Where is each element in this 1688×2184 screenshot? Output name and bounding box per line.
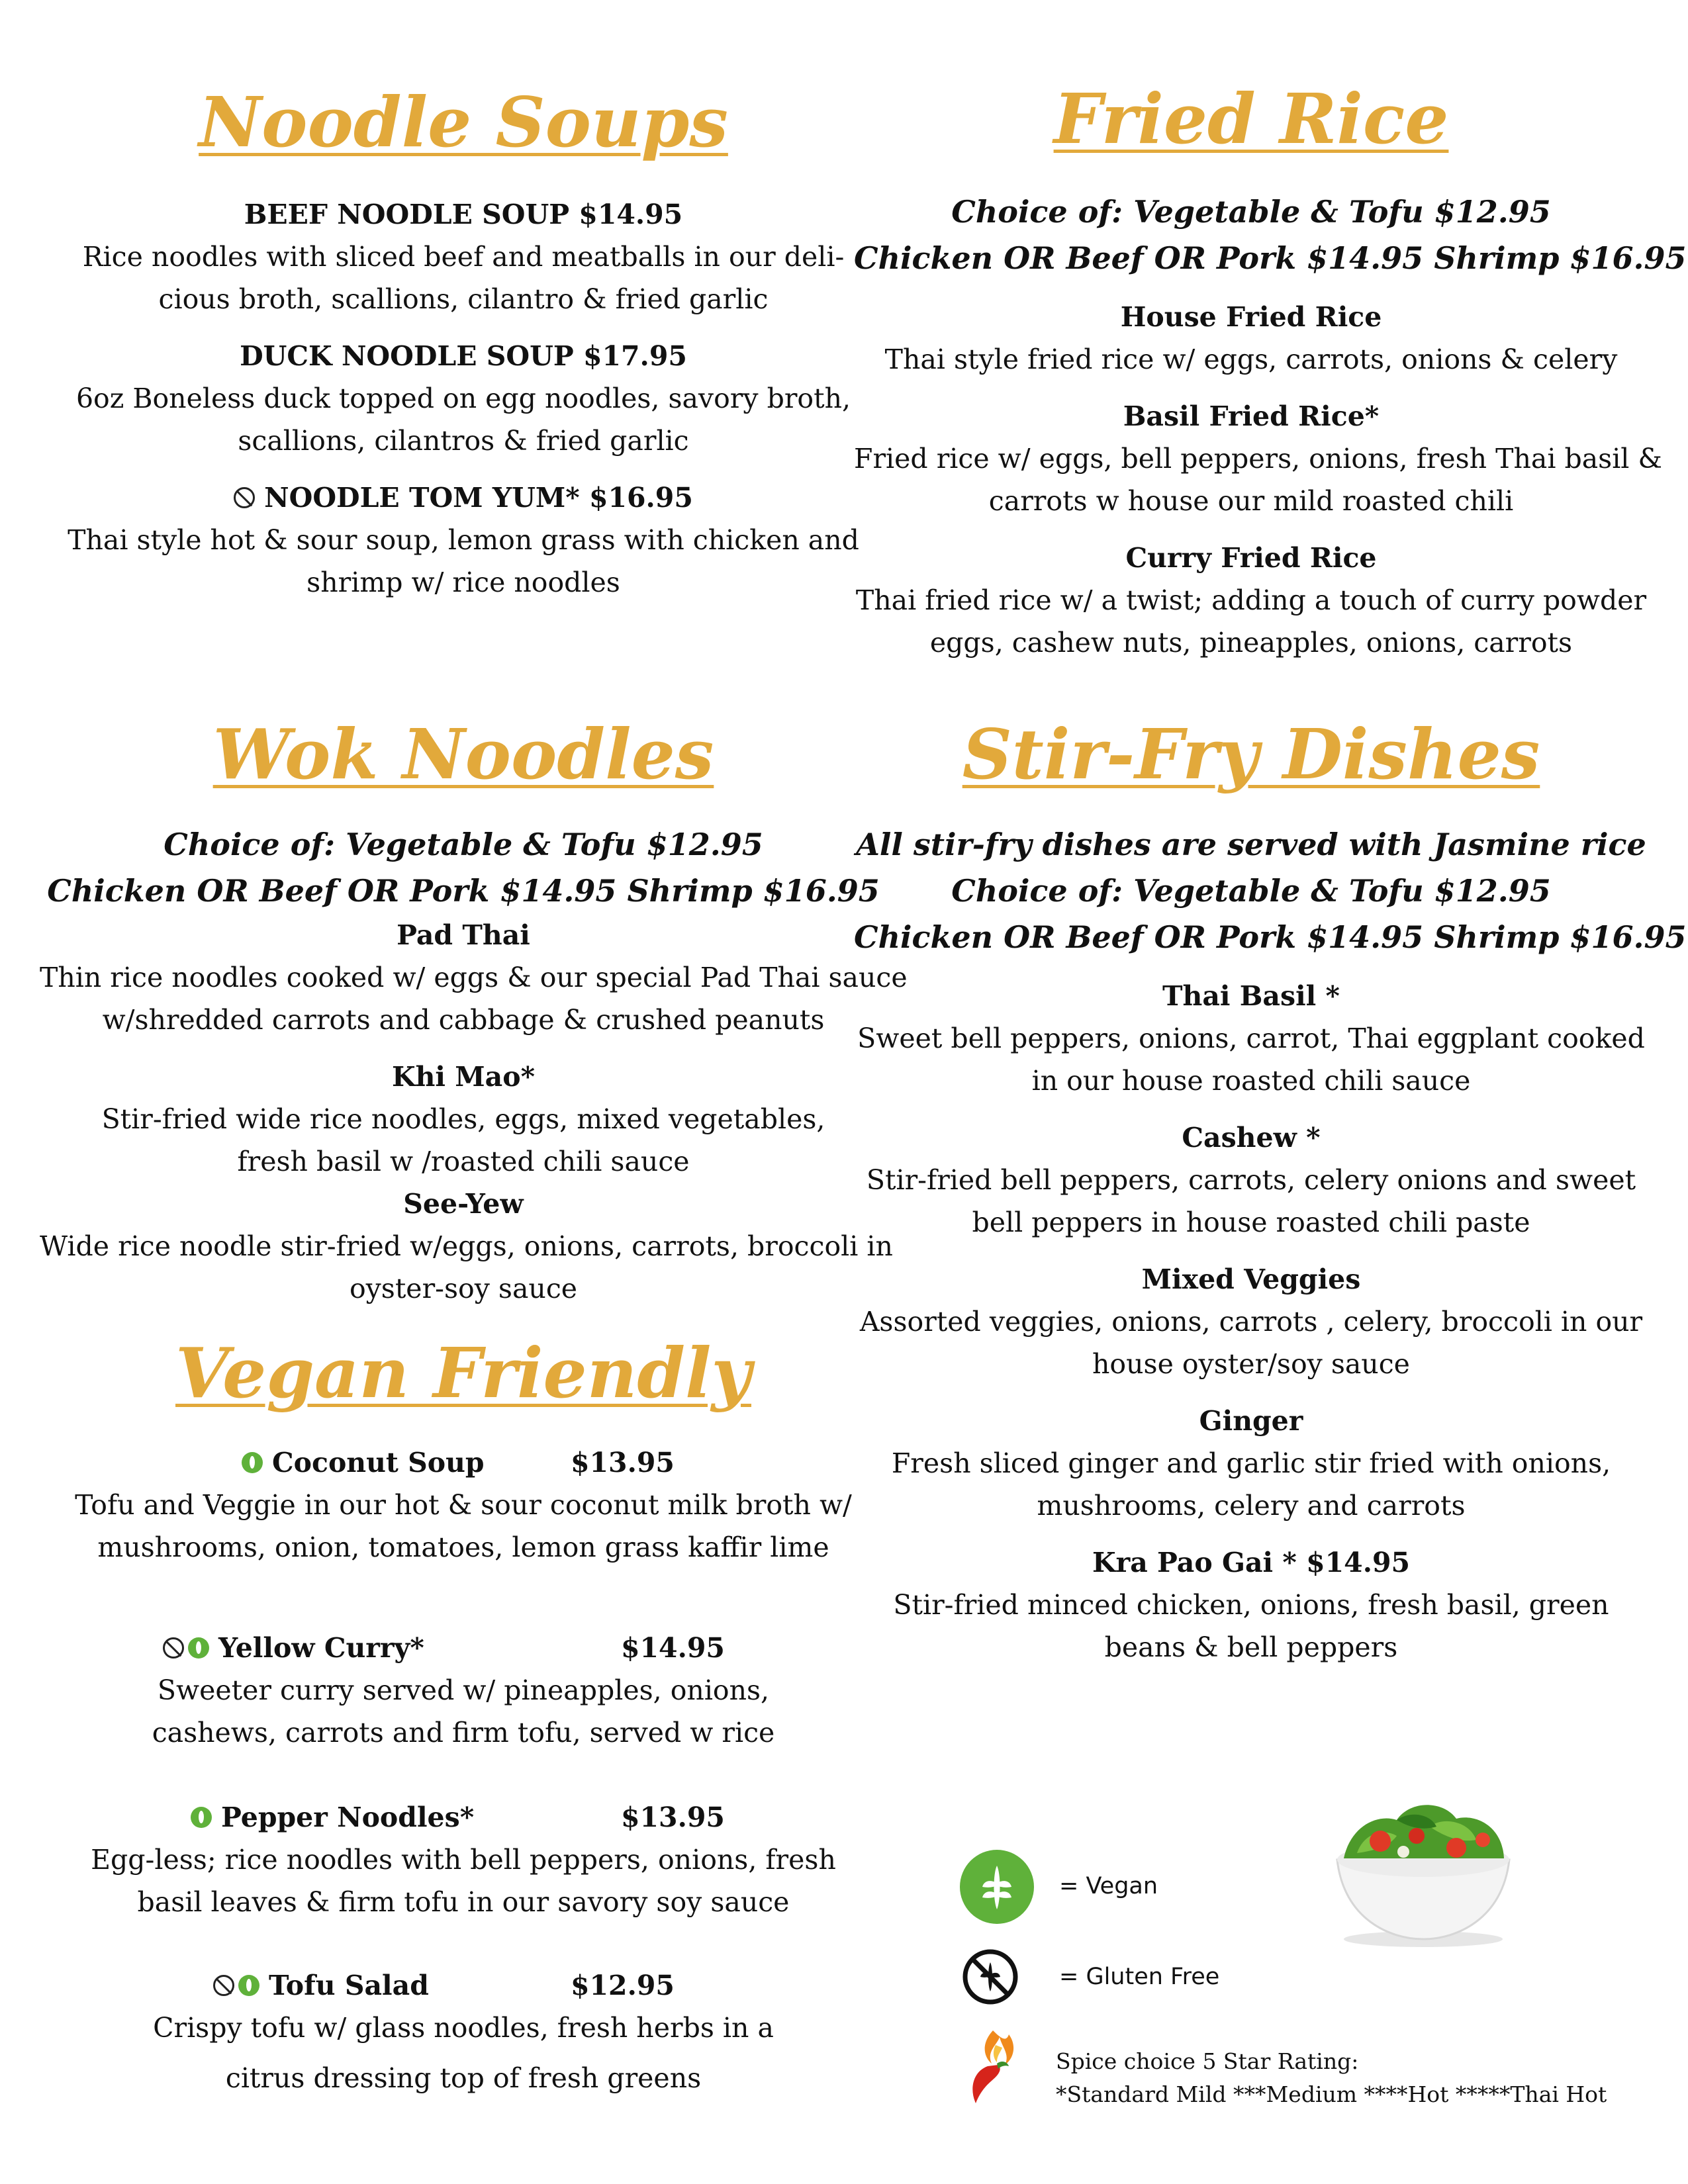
gluten-free-icon	[163, 1637, 184, 1659]
wok-noodles-heading: Wok Noodles	[212, 713, 714, 795]
menu-item-desc: Stir-fried minced chicken, onions, fresh basil, green	[893, 1589, 1609, 1621]
menu-item-title: Kra Pao Gai * $14.95	[1092, 1547, 1411, 1578]
stir-fry-section	[854, 711, 1687, 1668]
price-choice: Chicken OR Beef OR Pork $14.95 Shrimp $16.95	[854, 240, 1687, 276]
gluten-free-legend-icon	[961, 1948, 1019, 2006]
menu-item-title: Basil Fried Rice*	[1123, 400, 1380, 432]
vegan-item-desc-block	[40, 1839, 887, 1923]
menu-item-desc: Assorted veggies, onions, carrots , celery, broccoli in our	[859, 1306, 1643, 1338]
menu-item-desc: house oyster/soy sauce	[1092, 1348, 1410, 1380]
menu-item-desc: mushrooms, onion, tomatoes, lemon grass kaffir lime	[97, 1531, 829, 1563]
menu-item-desc: beans & bell peppers	[1104, 1631, 1398, 1663]
vegan-item-name: Yellow Curry*	[218, 1632, 424, 1664]
menu-item-title-row	[40, 477, 887, 519]
menu-item-title: Khi Mao*	[391, 1061, 536, 1093]
menu-item-desc: Fried rice w/ eggs, bell peppers, onions, fresh Thai basil &	[854, 443, 1662, 475]
vegan-item-price: $12.95	[571, 1970, 675, 2001]
vegan-item-price: $14.95	[621, 1632, 725, 1664]
menu-item-title: See-Yew	[403, 1188, 524, 1220]
menu-item-desc: Sweeter curry served w/ pineapples, onions,	[157, 1674, 770, 1706]
menu-item-desc: carrots w house our mild roasted chili	[988, 485, 1514, 517]
stir-fry-heading: Stir-Fry Dishes	[962, 713, 1540, 795]
menu-item-desc: cious broth, scallions, cilantro & fried garlic	[158, 283, 769, 315]
menu-item-title: Cashew *	[1182, 1122, 1321, 1154]
spice-rating-scale: *Standard Mild ***Medium ****Hot *****Thai Hot	[1056, 2081, 1607, 2107]
menu-item-desc: citrus dressing top of fresh greens	[225, 2062, 702, 2094]
menu-item-desc: Crispy tofu w/ glass noodles, fresh herbs in a	[153, 2012, 774, 2044]
menu-item-desc: Wide rice noodle stir-fried w/eggs, onions, carrots, broccoli in	[40, 1230, 893, 1262]
fried-rice-heading: Fried Rice	[1053, 78, 1449, 159]
menu-item-desc: fresh basil w /roasted chili sauce	[237, 1146, 690, 1177]
menu-item-desc: 6oz Boneless duck topped on egg noodles, savory broth,	[75, 383, 851, 414]
price-choice: Choice of: Vegetable & Tofu $12.95	[951, 194, 1551, 230]
menu-item-desc: Sweet bell peppers, onions, carrot, Thai eggplant cooked	[857, 1023, 1645, 1054]
menu-item-desc: oyster-soy sauce	[349, 1273, 578, 1304]
menu-item-desc: in our house roasted chili sauce	[1031, 1065, 1471, 1097]
served-with-note: All stir-fry dishes are served with Jasmine rice	[856, 827, 1646, 862]
vegan-item-desc-block	[40, 1669, 887, 1754]
vegan-item-price: $13.95	[571, 1447, 675, 1479]
menu-item-desc: scallions, cilantros & fried garlic	[238, 425, 689, 457]
gluten-free-icon	[213, 1975, 234, 1996]
vegan-item-row	[163, 1627, 424, 1669]
vegan-icon	[242, 1452, 263, 1473]
vegan-icon	[238, 1975, 259, 1996]
vegan-legend-label: = Vegan	[1059, 1873, 1158, 1899]
menu-item-desc: cashews, carrots and firm tofu, served w rice	[152, 1717, 775, 1749]
vegan-item-price: $13.95	[621, 1801, 725, 1833]
vegan-item-desc-block	[40, 2007, 887, 2099]
vegan-item-row	[242, 1441, 485, 1484]
menu-item-desc: Thai style hot & sour soup, lemon grass with chicken and	[68, 524, 859, 556]
menu-item-title: Mixed Veggies	[1141, 1263, 1361, 1295]
gluten-free-icon	[234, 487, 255, 508]
vegan-friendly-section	[40, 1330, 887, 1416]
menu-item-desc: Thai style fried rice w/ eggs, carrots, onions & celery	[884, 343, 1618, 375]
menu-item-desc: Stir-fried wide rice noodles, eggs, mixed vegetables,	[101, 1103, 825, 1135]
vegan-friendly-heading: Vegan Friendly	[175, 1332, 751, 1414]
menu-item-title: Thai Basil *	[1162, 980, 1340, 1012]
menu-item-title: DUCK NOODLE SOUP $17.95	[240, 340, 687, 372]
menu-item-desc: Stir-fried bell peppers, carrots, celery onions and sweet	[866, 1164, 1636, 1196]
fried-rice-section	[854, 76, 1687, 664]
spice-rating-title: Spice choice 5 Star Rating:	[1056, 2048, 1359, 2074]
price-choice: Chicken OR Beef OR Pork $14.95 Shrimp $16.95	[47, 873, 880, 909]
vegan-item-row	[191, 1796, 474, 1839]
gluten-free-legend-label: = Gluten Free	[1059, 1964, 1220, 1990]
noodle-soups-heading: Noodle Soups	[199, 81, 728, 163]
menu-item-title: Curry Fried Rice	[1125, 542, 1377, 574]
menu-item-desc: w/shredded carrots and cabbage & crushed peanuts	[102, 1004, 825, 1036]
salad-bowl-image	[1317, 1787, 1529, 1952]
menu-item-desc: Tofu and Veggie in our hot & sour coconut milk broth w/	[75, 1489, 852, 1521]
vegan-legend-icon	[960, 1850, 1034, 1924]
vegan-icon	[191, 1807, 212, 1828]
menu-item-desc: bell peppers in house roasted chili paste	[972, 1206, 1530, 1238]
vegan-item-name: Coconut Soup	[272, 1447, 485, 1479]
price-choice: Choice of: Vegetable & Tofu $12.95	[951, 873, 1551, 909]
menu-item-desc: Thai fried rice w/ a twist; adding a touch of curry powder	[855, 584, 1647, 616]
menu-item-desc: basil leaves & firm tofu in our savory soy sauce	[137, 1886, 790, 1918]
price-choice: Choice of: Vegetable & Tofu $12.95	[164, 827, 763, 862]
menu-item-desc: Thin rice noodles cooked w/ eggs & our special Pad Thai sauce	[40, 962, 908, 993]
noodle-soups-section	[40, 79, 887, 604]
menu-item-title: BEEF NOODLE SOUP $14.95	[244, 199, 683, 230]
chili-pepper-icon	[953, 2025, 1033, 2111]
wok-noodles-section	[40, 711, 908, 1310]
menu-item-desc: Fresh sliced ginger and garlic stir fried with onions,	[891, 1447, 1611, 1479]
menu-item-title: NOODLE TOM YUM* $16.95	[264, 482, 693, 514]
vegan-item-desc-block	[40, 1484, 887, 1569]
vegan-item-name: Pepper Noodles*	[221, 1801, 475, 1833]
menu-item-title: Pad Thai	[397, 919, 530, 951]
menu-item-desc: eggs, cashew nuts, pineapples, onions, carrots	[929, 627, 1573, 659]
menu-item-title: House Fried Rice	[1120, 301, 1382, 333]
vegan-item-name: Tofu Salad	[269, 1970, 429, 2001]
vegan-item-row	[213, 1964, 429, 2007]
vegan-icon	[188, 1637, 209, 1659]
menu-item-desc: Rice noodles with sliced beef and meatballs in our deli-	[82, 241, 845, 273]
menu-item-desc: Egg-less; rice noodles with bell peppers, onions, fresh	[91, 1844, 836, 1876]
menu-item-title: Ginger	[1199, 1405, 1303, 1437]
menu-item-desc: mushrooms, celery and carrots	[1037, 1490, 1466, 1522]
price-choice: Chicken OR Beef OR Pork $14.95 Shrimp $16.95	[854, 919, 1687, 955]
menu-item-desc: shrimp w/ rice noodles	[306, 567, 620, 598]
